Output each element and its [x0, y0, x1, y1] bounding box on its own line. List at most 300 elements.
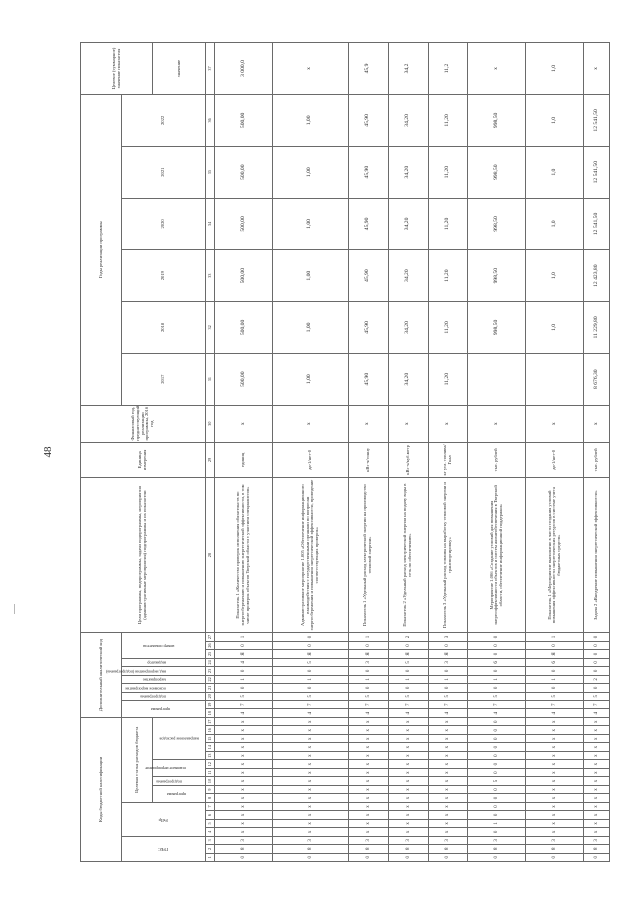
code-cell: х: [584, 717, 610, 726]
column-number: 36: [206, 95, 215, 147]
row-year-value: 34,20: [388, 198, 428, 250]
column-number: 32: [206, 302, 215, 354]
header-unit: Единица измерения: [81, 442, 206, 477]
code-cell: 7: [468, 701, 526, 709]
column-number: 19: [206, 701, 215, 709]
code-cell: 3: [215, 836, 273, 844]
code-cell: 8: [468, 845, 526, 853]
code-cell: 4: [428, 709, 468, 717]
row-finance-year-value: х: [272, 405, 348, 442]
code-cell: х: [526, 785, 584, 793]
code-cell: х: [215, 811, 273, 819]
header-year-2020: 2020: [122, 198, 206, 250]
column-number-row: [206, 43, 215, 862]
code-cell: 0: [468, 734, 526, 742]
row-target-value: 1,0: [526, 43, 584, 95]
code-cell: х: [428, 743, 468, 751]
column-number: 14: [206, 743, 215, 751]
code-cell: х: [428, 819, 468, 827]
code-cell: х: [348, 743, 388, 751]
code-cell: 5: [215, 692, 273, 700]
table-row: [428, 43, 468, 862]
row-unit: да-1/нет-0: [526, 442, 584, 477]
row-target-value: 34,2: [388, 43, 428, 95]
column-number: 2: [206, 845, 215, 853]
code-cell: х: [526, 760, 584, 768]
header-analytics: Дополнительный аналитический код: [81, 633, 122, 718]
code-cell: х: [348, 734, 388, 742]
row-name: Мероприятие 1.006 «Создание условий для повышения энергоэффективности объектов и систем жизнеобеспечения в Тверской области, обеспечение информационной поддержки»: [468, 477, 526, 632]
code-cell: 0: [468, 751, 526, 759]
table-row: [526, 43, 584, 862]
code-cell: 4: [272, 709, 348, 717]
code-cell: 3: [428, 633, 468, 641]
code-cell: х: [388, 751, 428, 759]
row-name: Административное мероприятие 1.005 «Обеспечение информационного взаимодействия с государственными органами по вопросам энергосбережения и повышения энергетической эффективности, проведение соответствующих проверок»: [272, 477, 348, 632]
code-cell: 0: [428, 667, 468, 675]
code-cell: х: [272, 785, 348, 793]
table-row: [584, 43, 610, 862]
code-cell: 0: [272, 633, 348, 641]
code-cell: 0: [348, 853, 388, 861]
header-program-years: Годы реализации программы: [81, 95, 122, 406]
row-year-value: 12 541,50: [584, 198, 610, 250]
header-year-2018: 2018: [122, 302, 206, 354]
column-number: 23: [206, 667, 215, 675]
column-number: 37: [206, 43, 215, 95]
column-number: 15: [206, 734, 215, 742]
code-cell: х: [272, 768, 348, 776]
code-cell: 1: [348, 675, 388, 683]
code-cell: х: [388, 777, 428, 785]
column-number: 31: [206, 353, 215, 405]
code-cell: 0: [468, 641, 526, 649]
row-year-value: 34,20: [388, 250, 428, 302]
code-cell: 0: [468, 802, 526, 810]
code-cell: Я: [428, 650, 468, 658]
code-cell: 8: [272, 845, 348, 853]
row-year-value: 12 423,80: [584, 250, 610, 302]
code-cell: 1: [428, 675, 468, 683]
code-cell: 0: [348, 667, 388, 675]
row-target-value: х: [584, 43, 610, 95]
code-cell: х: [348, 828, 388, 836]
code-cell: х: [428, 811, 468, 819]
code-cell: 0: [348, 684, 388, 692]
row-year-value: 12 541,50: [584, 146, 610, 198]
row-year-value: 34,20: [388, 95, 428, 147]
code-cell: 0: [468, 785, 526, 793]
code-cell: 0: [468, 650, 526, 658]
row-finance-year-value: х: [526, 405, 584, 442]
code-cell: 5: [272, 692, 348, 700]
code-cell: 0: [584, 684, 610, 692]
code-cell: 5: [526, 692, 584, 700]
code-cell: 1: [468, 675, 526, 683]
code-cell: 0: [428, 641, 468, 649]
row-year-value: 998,50: [468, 302, 526, 354]
column-number: 20: [206, 692, 215, 700]
row-year-value: 11,20: [428, 95, 468, 147]
code-cell: х: [526, 717, 584, 726]
code-cell: 0: [526, 684, 584, 692]
code-cell: 0: [468, 743, 526, 751]
code-cell: 7: [584, 701, 610, 709]
code-cell: х: [388, 734, 428, 742]
code-cell: х: [584, 811, 610, 819]
column-number: 21: [206, 684, 215, 692]
row-name: Показатель 1 «Удельный расход электрической энергии на производство тепловой энергии»: [348, 477, 388, 632]
row-year-value: 1,0: [526, 250, 584, 302]
code-cell: х: [526, 802, 584, 810]
code-cell: х: [348, 777, 388, 785]
column-number: 28: [206, 477, 215, 632]
code-cell: х: [584, 726, 610, 734]
header-year-2022: 2022: [122, 95, 206, 147]
row-year-value: 1,0: [526, 95, 584, 147]
header-cs-main-event: основное мероприятие: [153, 760, 206, 777]
scan-speck: [14, 604, 15, 614]
row-year-value: 998,50: [468, 250, 526, 302]
code-cell: х: [348, 726, 388, 734]
table-row: [468, 43, 526, 862]
row-target-value: 45,9: [348, 43, 388, 95]
code-cell: х: [272, 777, 348, 785]
code-cell: х: [388, 717, 428, 726]
document-page: [80, 42, 610, 862]
code-cell: 0: [388, 684, 428, 692]
header-cs-subprogram: подпрограмма: [153, 777, 206, 785]
code-cell: х: [348, 717, 388, 726]
page-number: 48: [42, 446, 54, 458]
code-cell: х: [215, 760, 273, 768]
row-year-value: 11,20: [428, 250, 468, 302]
code-cell: 8: [428, 845, 468, 853]
code-cell: 7: [428, 701, 468, 709]
code-cell: 8: [388, 845, 428, 853]
code-cell: х: [428, 734, 468, 742]
row-year-value: 8 676,30: [584, 353, 610, 405]
code-cell: х: [428, 717, 468, 726]
row-finance-year-value: х: [584, 405, 610, 442]
code-cell: х: [388, 802, 428, 810]
row-year-value: 1,0: [526, 302, 584, 354]
code-cell: х: [388, 760, 428, 768]
column-number: 16: [206, 726, 215, 734]
code-cell: 3: [348, 658, 388, 666]
code-cell: х: [584, 819, 610, 827]
row-name: Показатель 1 «Мероприятие выполнено в части создания условий повышения эффективности энергетических ресурсов в системе учета бюджетных средств»: [526, 477, 584, 632]
row-year-value: 11,20: [428, 353, 468, 405]
code-cell: 3: [348, 836, 388, 844]
row-unit: единиц: [215, 442, 273, 477]
column-number: 29: [206, 442, 215, 477]
code-cell: 0: [348, 641, 388, 649]
row-year-value: 500,00: [215, 198, 273, 250]
header-name: Цели программы, подпрограммы, задачи подпрограммы, мероприятия (административные мероприятия) подпрограммы и их показатели: [81, 477, 206, 632]
code-cell: 5: [468, 692, 526, 700]
code-cell: 0: [428, 853, 468, 861]
header-year-2019: 2019: [122, 250, 206, 302]
header-index-number: номер показателя: [122, 633, 206, 658]
code-cell: х: [428, 777, 468, 785]
code-cell: х: [272, 794, 348, 802]
code-cell: х: [388, 726, 428, 734]
row-unit: тыс. рублей: [584, 442, 610, 477]
code-cell: 8: [348, 845, 388, 853]
column-number: 9: [206, 785, 215, 793]
code-cell: х: [526, 734, 584, 742]
code-cell: 8: [526, 845, 584, 853]
code-cell: х: [215, 734, 273, 742]
row-year-value: 34,20: [388, 353, 428, 405]
code-cell: 0: [468, 717, 526, 726]
code-cell: 1: [388, 675, 428, 683]
header-budget-codes: Коды бюджетной классификации: [81, 717, 122, 861]
column-number: 7: [206, 802, 215, 810]
code-cell: 0: [468, 811, 526, 819]
header-target-value: значение: [153, 43, 206, 95]
code-cell: 0: [468, 768, 526, 776]
code-cell: 3: [428, 658, 468, 666]
column-number: 34: [206, 198, 215, 250]
column-number: 24: [206, 658, 215, 666]
row-target-value: 3 000,0: [215, 43, 273, 95]
code-cell: х: [215, 794, 273, 802]
code-cell: х: [428, 785, 468, 793]
code-cell: х: [428, 768, 468, 776]
row-name: Показатель 3 «Удельный расход топлива на выработку тепловой энергии и транспортировку»: [428, 477, 468, 632]
code-cell: х: [526, 819, 584, 827]
row-year-value: 45,90: [348, 250, 388, 302]
code-cell: 4: [215, 658, 273, 666]
column-number: 26: [206, 641, 215, 649]
code-cell: х: [348, 760, 388, 768]
code-cell: х: [428, 726, 468, 734]
code-cell: х: [584, 760, 610, 768]
row-year-value: 45,90: [348, 198, 388, 250]
column-number: 12: [206, 760, 215, 768]
code-cell: х: [215, 785, 273, 793]
row-year-value: 1,0: [526, 146, 584, 198]
row-finance-year-value: х: [388, 405, 428, 442]
code-cell: 4: [348, 709, 388, 717]
code-cell: х: [215, 828, 273, 836]
code-cell: 3: [468, 836, 526, 844]
code-cell: х: [348, 785, 388, 793]
code-cell: 0: [584, 633, 610, 641]
row-year-value: 1,0: [526, 198, 584, 250]
row-year-value: 998,50: [468, 95, 526, 147]
row-target-value: х: [272, 43, 348, 95]
code-cell: 5: [272, 658, 348, 666]
column-number: 5: [206, 819, 215, 827]
code-cell: х: [428, 751, 468, 759]
code-cell: 0: [584, 650, 610, 658]
code-cell: х: [428, 828, 468, 836]
code-cell: х: [348, 811, 388, 819]
header-target: Целевое (суммарное) значение показателя: [81, 43, 153, 95]
code-cell: 0: [584, 853, 610, 861]
code-cell: х: [584, 743, 610, 751]
row-year-value: 1,00: [272, 302, 348, 354]
code-cell: 7: [526, 701, 584, 709]
code-cell: Я: [348, 650, 388, 658]
code-cell: 7: [272, 701, 348, 709]
code-cell: 0: [215, 853, 273, 861]
header-cs-program: программа: [153, 785, 206, 802]
header-event-code: мероприятие: [122, 675, 206, 683]
row-year-value: 45,90: [348, 302, 388, 354]
code-cell: 3: [272, 836, 348, 844]
code-cell: х: [272, 760, 348, 768]
code-cell: х: [388, 819, 428, 827]
code-cell: х: [388, 794, 428, 802]
code-cell: 5: [348, 692, 388, 700]
code-cell: 3: [584, 836, 610, 844]
code-cell: х: [272, 734, 348, 742]
row-finance-year-value: х: [215, 405, 273, 442]
code-cell: х: [272, 743, 348, 751]
code-cell: х: [215, 777, 273, 785]
row-unit: кВт·ч/тонну: [348, 442, 388, 477]
code-cell: х: [584, 734, 610, 742]
code-cell: 3: [526, 836, 584, 844]
column-number: 18: [206, 709, 215, 717]
header-event-type: вид мероприятия (подпрограмма): [122, 667, 206, 675]
header-year-2021: 2021: [122, 146, 206, 198]
code-cell: 0: [215, 684, 273, 692]
code-cell: 6: [468, 658, 526, 666]
row-target-value: х: [468, 43, 526, 95]
code-cell: 5: [388, 658, 428, 666]
code-cell: 5: [388, 692, 428, 700]
rotated-table-sheet: [80, 42, 610, 862]
code-cell: 8: [584, 845, 610, 853]
row-name: Показатель 1 «Количество проверок исполнения обязательств по энергосбережению и повышению энергетической эффективности, в том числе проверок объектов Тверской области с участием специалистов»: [215, 477, 273, 632]
row-unit: кг усл. топлива/Гкал: [428, 442, 468, 477]
header-cs-direction: направление расходов: [153, 717, 206, 759]
row-year-value: 500,00: [215, 250, 273, 302]
code-cell: х: [388, 768, 428, 776]
code-cell: х: [428, 794, 468, 802]
code-cell: 0: [468, 853, 526, 861]
code-cell: х: [272, 828, 348, 836]
row-year-value: 11,20: [428, 146, 468, 198]
row-year-value: 998,50: [468, 146, 526, 198]
table-row: [348, 43, 388, 862]
code-cell: 7: [388, 701, 428, 709]
code-cell: 0: [468, 667, 526, 675]
row-year-value: 998,50: [468, 198, 526, 250]
code-cell: х: [215, 819, 273, 827]
code-cell: 4: [584, 709, 610, 717]
column-number: 27: [206, 633, 215, 641]
code-cell: Я: [215, 650, 273, 658]
code-cell: 0: [388, 641, 428, 649]
row-target-value: 11,2: [428, 43, 468, 95]
header-grbs: ГРБС: [122, 836, 206, 861]
row-finance-year-value: х: [468, 405, 526, 442]
code-cell: 0: [468, 760, 526, 768]
code-cell: Я: [388, 650, 428, 658]
column-number: 25: [206, 650, 215, 658]
column-number: 22: [206, 675, 215, 683]
code-cell: Я: [526, 650, 584, 658]
column-number: 6: [206, 811, 215, 819]
row-year-value: 1,00: [272, 353, 348, 405]
header-year-2017: 2017: [122, 353, 206, 405]
code-cell: 0: [468, 794, 526, 802]
row-year-value: 34,20: [388, 302, 428, 354]
column-number: 30: [206, 405, 215, 442]
code-cell: 7: [215, 701, 273, 709]
row-year-value: 500,00: [215, 146, 273, 198]
code-cell: 0: [272, 641, 348, 649]
code-cell: 0: [584, 667, 610, 675]
code-cell: 2: [388, 633, 428, 641]
code-cell: 0: [215, 641, 273, 649]
column-number: 1: [206, 853, 215, 861]
header-finance-year: Финансовый год, предшествующий реализации программы, 2016 год: [81, 405, 206, 442]
code-cell: 1: [215, 675, 273, 683]
column-number: 33: [206, 250, 215, 302]
header-target-article: Целевая статья расходов бюджета: [122, 717, 153, 802]
code-cell: 0: [215, 667, 273, 675]
code-cell: х: [348, 768, 388, 776]
code-cell: 4: [388, 709, 428, 717]
budget-indicator-table: [80, 42, 610, 862]
code-cell: х: [348, 802, 388, 810]
code-cell: 7: [348, 701, 388, 709]
row-year-value: 34,20: [388, 146, 428, 198]
column-number: 10: [206, 777, 215, 785]
row-year-value: 1,00: [272, 95, 348, 147]
code-cell: х: [272, 811, 348, 819]
row-year-value: 11,20: [428, 302, 468, 354]
row-year-value: 45,90: [348, 146, 388, 198]
row-year-value: 1,00: [272, 146, 348, 198]
row-year-value: 11 229,80: [584, 302, 610, 354]
code-cell: 0: [526, 641, 584, 649]
code-cell: 1: [272, 675, 348, 683]
row-year-value: 45,90: [348, 353, 388, 405]
code-cell: х: [584, 802, 610, 810]
code-cell: х: [526, 726, 584, 734]
code-cell: х: [584, 751, 610, 759]
header-subprogram-code: подпрограмма: [122, 692, 206, 700]
code-cell: х: [526, 743, 584, 751]
row-finance-year-value: х: [348, 405, 388, 442]
code-cell: 0: [584, 641, 610, 649]
code-cell: 1: [468, 819, 526, 827]
code-cell: 4: [215, 709, 273, 717]
code-cell: 0: [272, 853, 348, 861]
code-cell: х: [388, 743, 428, 751]
code-cell: 8: [215, 845, 273, 853]
code-cell: 2: [584, 675, 610, 683]
code-cell: х: [272, 726, 348, 734]
column-number: 8: [206, 794, 215, 802]
code-cell: 1: [526, 675, 584, 683]
code-cell: х: [215, 717, 273, 726]
row-year-value: 500,00: [215, 353, 273, 405]
code-cell: х: [584, 828, 610, 836]
column-number: 4: [206, 828, 215, 836]
code-cell: 0: [526, 667, 584, 675]
code-cell: 1: [526, 633, 584, 641]
header-program-code: программа: [122, 701, 206, 718]
